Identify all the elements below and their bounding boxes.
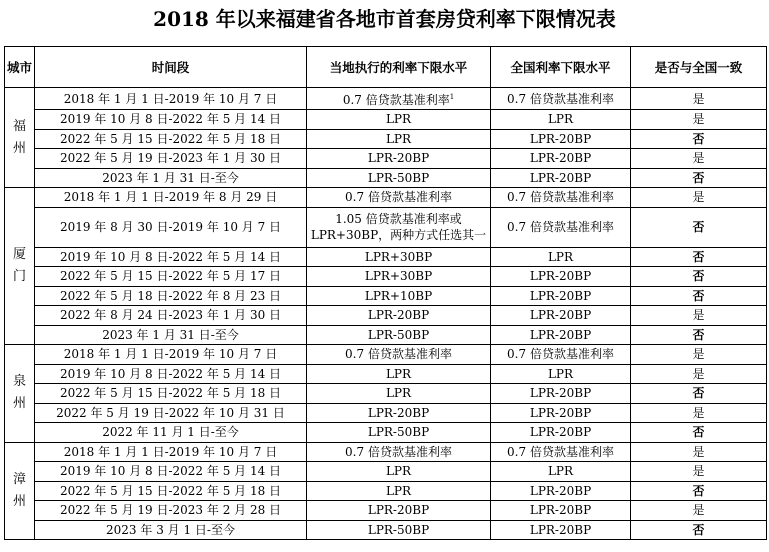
local-rate-cell bbox=[307, 423, 491, 443]
footnote-marker: 1 bbox=[449, 93, 455, 101]
period-cell: 2018 年 1 月 1 日-2019 年 8 月 29 日 bbox=[35, 188, 307, 208]
local-rate-cell bbox=[307, 207, 491, 247]
same-as-national-cell: 是 bbox=[631, 149, 767, 169]
period-cell: 2022 年 8 月 24 日-2023 年 1 月 30 日 bbox=[35, 306, 307, 326]
national-rate-cell: LPR-20BP bbox=[491, 325, 631, 345]
same-as-national-cell: 是 bbox=[631, 403, 767, 423]
table-row bbox=[5, 481, 767, 501]
period-cell: 2022 年 5 月 19 日-2023 年 1 月 30 日 bbox=[35, 149, 307, 169]
table-row bbox=[5, 364, 767, 384]
city-char: 厦 bbox=[12, 247, 26, 262]
local-rate-text: 0.7 倍贷款基准利率 bbox=[345, 347, 452, 362]
local-rate-text: LPR-20BP bbox=[367, 503, 430, 518]
local-rate-cell bbox=[307, 149, 491, 169]
national-rate-cell: 0.7 倍贷款基准利率 bbox=[491, 207, 631, 247]
national-rate-cell: LPR bbox=[491, 364, 631, 384]
local-rate-cell bbox=[307, 286, 491, 306]
city-cell bbox=[5, 88, 35, 188]
national-rate-cell: LPR-20BP bbox=[491, 501, 631, 521]
local-rate-cell bbox=[307, 306, 491, 326]
table-row bbox=[5, 520, 767, 540]
period-cell: 2022 年 11 月 1 日-至今 bbox=[35, 423, 307, 443]
local-rate-text: 0.7 倍贷款基准利率 bbox=[345, 190, 452, 205]
national-rate-cell: LPR bbox=[491, 462, 631, 482]
same-as-national-cell: 否 bbox=[631, 325, 767, 345]
period-cell: 2022 年 5 月 15 日-2022 年 5 月 18 日 bbox=[35, 129, 307, 149]
header-same: 是否与全国一致 bbox=[631, 47, 767, 88]
table-row bbox=[5, 168, 767, 188]
local-rate-text: LPR-20BP bbox=[367, 151, 430, 166]
table-row bbox=[5, 247, 767, 267]
local-rate-cell bbox=[307, 129, 491, 149]
period-cell: 2022 年 5 月 15 日-2022 年 5 月 18 日 bbox=[35, 481, 307, 501]
same-as-national-cell: 是 bbox=[631, 501, 767, 521]
period-cell: 2019 年 10 月 8 日-2022 年 5 月 14 日 bbox=[35, 462, 307, 482]
table-row bbox=[5, 129, 767, 149]
table-row bbox=[5, 188, 767, 208]
local-rate-text: LPR-20BP bbox=[367, 405, 430, 420]
local-rate-text: 0.7 倍贷款基准利率 bbox=[342, 93, 450, 107]
period-cell: 2019 年 10 月 8 日-2022 年 5 月 14 日 bbox=[35, 110, 307, 130]
period-cell: 2018 年 1 月 1 日-2019 年 10 月 7 日 bbox=[35, 442, 307, 462]
same-as-national-cell: 否 bbox=[631, 129, 767, 149]
city-char: 漳 bbox=[12, 471, 26, 487]
local-rate-text: LPR+10BP bbox=[364, 288, 433, 303]
local-rate-cell bbox=[307, 88, 491, 110]
rate-table bbox=[4, 46, 767, 540]
table-row bbox=[5, 345, 767, 365]
city-char: 州 bbox=[12, 396, 26, 412]
period-cell: 2022 年 5 月 15 日-2022 年 5 月 18 日 bbox=[35, 384, 307, 404]
local-rate-cell bbox=[307, 442, 491, 462]
same-as-national-cell: 是 bbox=[631, 462, 767, 482]
local-rate-cell bbox=[307, 188, 491, 208]
table-row bbox=[5, 325, 767, 345]
city-char: 州 bbox=[12, 493, 26, 509]
table-row bbox=[5, 306, 767, 326]
period-cell: 2019 年 10 月 8 日-2022 年 5 月 14 日 bbox=[35, 364, 307, 384]
period-cell: 2022 年 5 月 18 日-2022 年 8 月 23 日 bbox=[35, 286, 307, 306]
city-char: 州 bbox=[12, 140, 26, 156]
table-row bbox=[5, 110, 767, 130]
period-cell: 2022 年 5 月 19 日-2022 年 10 月 31 日 bbox=[35, 403, 307, 423]
national-rate-cell: LPR-20BP bbox=[491, 384, 631, 404]
same-as-national-cell: 否 bbox=[631, 267, 767, 287]
period-cell: 2019 年 8 月 30 日-2019 年 10 月 7 日 bbox=[35, 207, 307, 247]
national-rate-cell: 0.7 倍贷款基准利率 bbox=[491, 345, 631, 365]
national-rate-cell: LPR bbox=[491, 110, 631, 130]
period-cell: 2019 年 10 月 8 日-2022 年 5 月 14 日 bbox=[35, 247, 307, 267]
national-rate-cell: LPR-20BP bbox=[491, 306, 631, 326]
national-rate-cell: LPR-20BP bbox=[491, 286, 631, 306]
local-rate-text: LPR bbox=[385, 483, 412, 498]
local-rate-text: LPR-50BP bbox=[367, 170, 430, 185]
table-row bbox=[5, 207, 767, 247]
period-cell: 2023 年 1 月 31 日-至今 bbox=[35, 168, 307, 188]
same-as-national-cell: 否 bbox=[631, 384, 767, 404]
same-as-national-cell: 是 bbox=[631, 345, 767, 365]
same-as-national-cell: 否 bbox=[631, 168, 767, 188]
table-row bbox=[5, 88, 767, 110]
same-as-national-cell: 否 bbox=[631, 286, 767, 306]
table-row bbox=[5, 286, 767, 306]
national-rate-cell: LPR-20BP bbox=[491, 168, 631, 188]
period-cell: 2022 年 5 月 19 日-2023 年 2 月 28 日 bbox=[35, 501, 307, 521]
national-rate-cell: LPR bbox=[491, 247, 631, 267]
local-rate-text: LPR-50BP bbox=[367, 522, 430, 537]
period-cell: 2018 年 1 月 1 日-2019 年 10 月 7 日 bbox=[35, 345, 307, 365]
table-row bbox=[5, 423, 767, 443]
national-rate-cell: LPR-20BP bbox=[491, 403, 631, 423]
city-cell bbox=[5, 345, 35, 443]
same-as-national-cell: 否 bbox=[631, 520, 767, 540]
local-rate-cell bbox=[307, 267, 491, 287]
local-rate-text: LPR-50BP bbox=[367, 327, 430, 342]
header-local: 当地执行的利率下限水平 bbox=[307, 47, 491, 88]
local-rate-cell bbox=[307, 481, 491, 501]
local-rate-cell bbox=[307, 247, 491, 267]
local-rate-text: LPR-50BP bbox=[367, 425, 430, 440]
same-as-national-cell: 是 bbox=[631, 306, 767, 326]
header-city: 城市 bbox=[5, 47, 35, 88]
same-as-national-cell: 是 bbox=[631, 110, 767, 130]
same-as-national-cell: 否 bbox=[631, 247, 767, 267]
page-title: 2018 年以来福建省各地市首套房贷利率下限情况表 bbox=[153, 7, 616, 31]
period-cell: 2023 年 3 月 1 日-至今 bbox=[35, 520, 307, 540]
national-rate-cell: 0.7 倍贷款基准利率 bbox=[491, 442, 631, 462]
local-rate-text: LPR+30BP bbox=[364, 269, 433, 284]
local-rate-cell bbox=[307, 501, 491, 521]
header-period: 时间段 bbox=[35, 47, 307, 88]
local-rate-text: LPR bbox=[385, 131, 412, 146]
same-as-national-cell: 否 bbox=[631, 481, 767, 501]
local-rate-cell bbox=[307, 462, 491, 482]
period-cell: 2018 年 1 月 1 日-2019 年 10 月 7 日 bbox=[35, 88, 307, 110]
period-cell: 2022 年 5 月 15 日-2022 年 5 月 17 日 bbox=[35, 267, 307, 287]
local-rate-text: LPR-20BP bbox=[367, 308, 430, 323]
local-rate-text: LPR bbox=[385, 386, 412, 401]
same-as-national-cell: 否 bbox=[631, 423, 767, 443]
national-rate-cell: LPR-20BP bbox=[491, 149, 631, 169]
local-rate-line: LPR+30BP，两种方式任选其一 bbox=[310, 228, 487, 242]
same-as-national-cell: 否 bbox=[631, 207, 767, 247]
same-as-national-cell: 是 bbox=[631, 188, 767, 208]
local-rate-cell bbox=[307, 384, 491, 404]
national-rate-cell: LPR-20BP bbox=[491, 520, 631, 540]
table-body bbox=[5, 88, 767, 540]
national-rate-cell: LPR-20BP bbox=[491, 481, 631, 501]
national-rate-cell: LPR-20BP bbox=[491, 267, 631, 287]
national-rate-cell: LPR-20BP bbox=[491, 423, 631, 443]
national-rate-cell: 0.7 倍贷款基准利率 bbox=[491, 188, 631, 208]
local-rate-text: 0.7 倍贷款基准利率 bbox=[345, 444, 452, 459]
table-row bbox=[5, 149, 767, 169]
table-row bbox=[5, 462, 767, 482]
table-row bbox=[5, 403, 767, 423]
header-row bbox=[5, 47, 767, 88]
same-as-national-cell: 是 bbox=[631, 88, 767, 110]
local-rate-text: LPR+30BP bbox=[364, 249, 433, 264]
local-rate-text: LPR bbox=[385, 464, 412, 479]
national-rate-cell: LPR-20BP bbox=[491, 129, 631, 149]
table-row bbox=[5, 267, 767, 287]
city-cell bbox=[5, 442, 35, 540]
city-char: 福 bbox=[12, 118, 26, 134]
local-rate-cell bbox=[307, 403, 491, 423]
local-rate-cell bbox=[307, 345, 491, 365]
period-cell: 2023 年 1 月 31 日-至今 bbox=[35, 325, 307, 345]
local-rate-line: 1.05 倍贷款基准利率或 bbox=[335, 212, 462, 226]
city-cell bbox=[5, 188, 35, 345]
local-rate-cell bbox=[307, 168, 491, 188]
local-rate-cell bbox=[307, 110, 491, 130]
same-as-national-cell: 是 bbox=[631, 442, 767, 462]
same-as-national-cell: 是 bbox=[631, 364, 767, 384]
city-char: 泉 bbox=[12, 374, 26, 390]
header-national: 全国利率下限水平 bbox=[491, 47, 631, 88]
local-rate-cell bbox=[307, 364, 491, 384]
local-rate-cell bbox=[307, 325, 491, 345]
local-rate-text: LPR bbox=[385, 112, 412, 127]
national-rate-cell: 0.7 倍贷款基准利率 bbox=[491, 88, 631, 110]
table-row bbox=[5, 501, 767, 521]
local-rate-text: LPR bbox=[385, 366, 412, 381]
city-char: 门 bbox=[12, 269, 26, 284]
table-row bbox=[5, 384, 767, 404]
local-rate-cell bbox=[307, 520, 491, 540]
table-row bbox=[5, 442, 767, 462]
